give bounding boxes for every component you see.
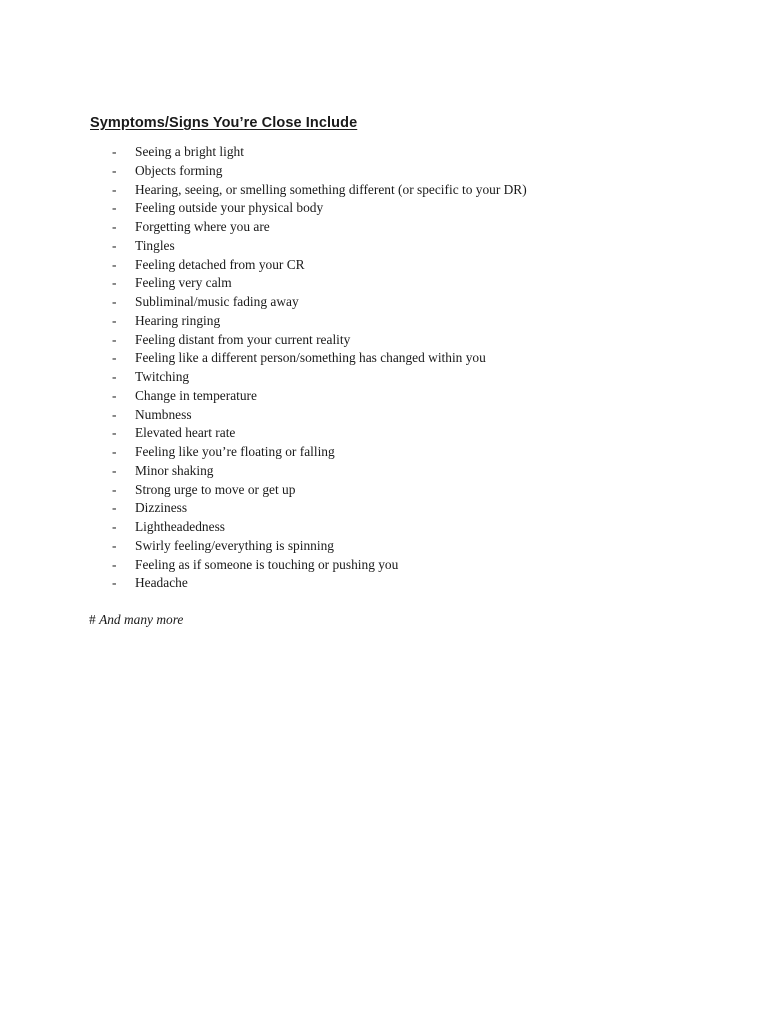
list-item-marker: - <box>112 481 117 497</box>
list-item-text: Tingles <box>135 237 175 253</box>
list-item-text: Change in temperature <box>135 387 257 403</box>
footer-note <box>89 611 183 629</box>
list-item-marker: - <box>112 556 117 572</box>
list-item-marker: - <box>112 256 117 272</box>
list-item-marker: - <box>112 312 117 328</box>
list-item-marker: - <box>112 350 117 366</box>
list-item-marker: - <box>112 444 117 459</box>
list-item-marker: - <box>112 537 117 553</box>
list-item-text: Swirly feeling/everything is spinning <box>135 537 334 553</box>
list-item-marker: - <box>112 181 117 197</box>
list-item-text: Feeling like you’re floating or falling <box>135 444 335 459</box>
list-item-marker: - <box>112 219 117 234</box>
list-item-marker: - <box>112 406 117 422</box>
list-item-marker: - <box>112 369 117 384</box>
list-item-text: Feeling outside your physical body <box>135 200 324 216</box>
list-item-text: Subliminal/music fading away <box>135 294 299 309</box>
list-item-text: Numbness <box>135 406 192 422</box>
list-item-text: Headache <box>135 575 188 591</box>
footer-note-text: And many more <box>99 612 184 627</box>
list-item-text: Dizziness <box>135 500 188 516</box>
footer-hash: # <box>89 612 96 627</box>
list-item-marker: - <box>112 331 117 347</box>
list-item-text: Feeling distant from your current reality <box>135 331 351 347</box>
list-item-marker: - <box>112 519 117 534</box>
list-item-marker: - <box>112 462 117 478</box>
list-item-text: Forgetting where you are <box>135 219 270 234</box>
list-item-marker: - <box>112 387 117 403</box>
list-item-text: Feeling like a different person/something has changed within you <box>135 350 486 366</box>
list-item-marker: - <box>112 575 117 591</box>
list-item-marker: - <box>112 294 117 309</box>
list-item-text: Minor shaking <box>135 462 214 478</box>
list-item-text: Objects forming <box>135 162 223 178</box>
list-item-marker: - <box>112 162 117 178</box>
list-item-marker: - <box>112 425 117 441</box>
list-item-marker: - <box>112 500 117 516</box>
list-item-marker: - <box>112 200 117 216</box>
list-item-text: Feeling as if someone is touching or pushing you <box>135 556 399 572</box>
list-item-text: Strong urge to move or get up <box>135 481 296 497</box>
document-heading: Symptoms/Signs You’re Close Include <box>90 115 358 131</box>
list-item-marker: - <box>112 144 117 159</box>
list-item-text: Seeing a bright light <box>135 144 244 159</box>
list-item-text: Twitching <box>135 369 190 384</box>
list-item-text: Feeling very calm <box>135 275 232 291</box>
list-item-text: Elevated heart rate <box>135 425 236 441</box>
list-item-text: Lightheadedness <box>135 519 225 534</box>
list-item-marker: - <box>112 237 117 253</box>
list-item-text: Hearing ringing <box>135 312 221 328</box>
list-item-text: Hearing, seeing, or smelling something different (or specific to your DR) <box>135 181 527 197</box>
list-item-marker: - <box>112 275 117 291</box>
list-item-text: Feeling detached from your CR <box>135 256 305 272</box>
